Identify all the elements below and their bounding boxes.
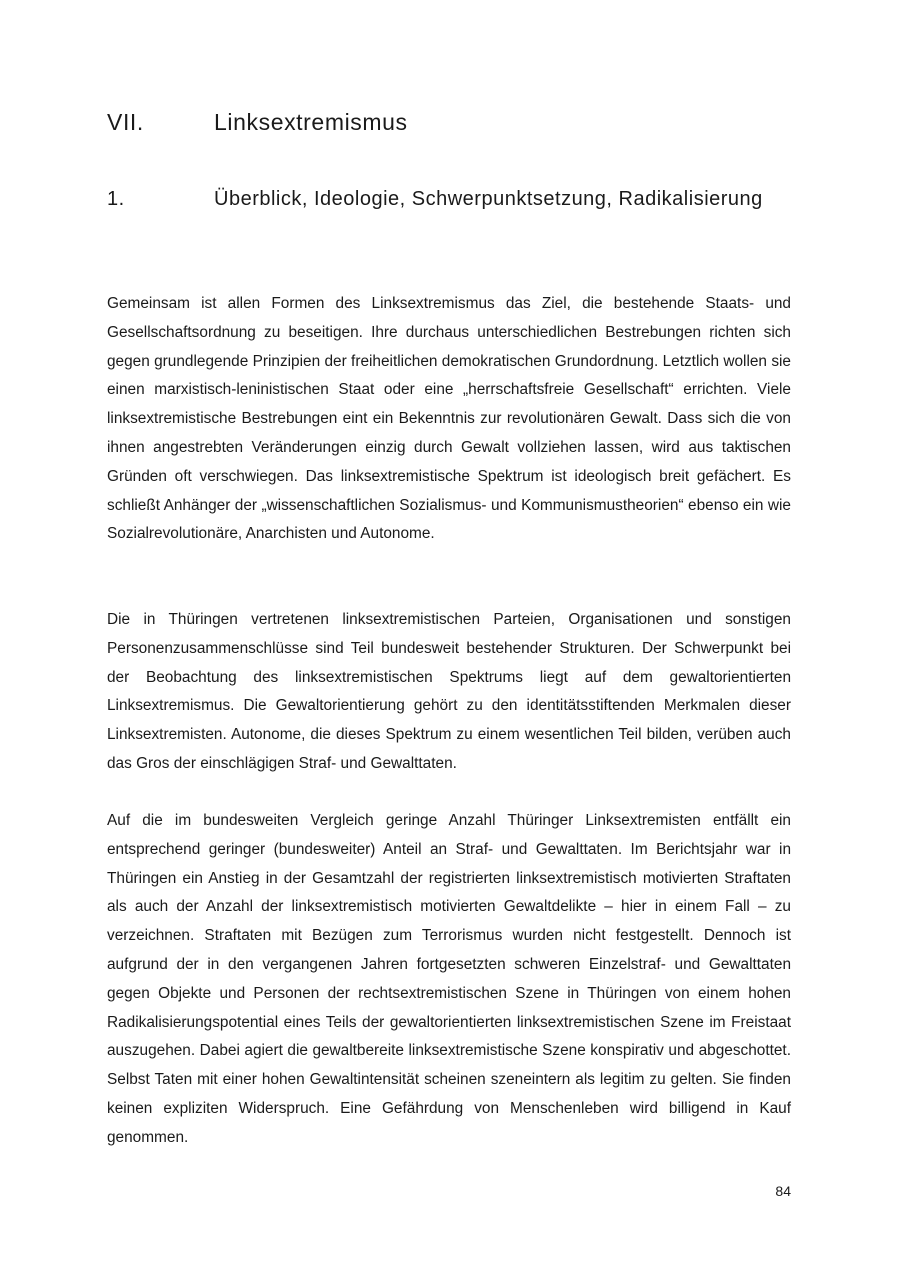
paragraph-radicalisation: Auf die im bundesweiten Vergleich geringe Anzahl Thüringer Linksextremisten entfällt ein entsprechend geringer (bundesweiter) Anteil an Straf- und Gewalttaten. Im Berichtsjahr war in Thüringen ein Anstieg in der Gesamtzahl der registrierten linksextremistisch motivierten Straftaten als auch der Anzahl der linksextremistisch motivierten Gewaltdelikte – hier in einem Fall – zu verzeichnen. Straftaten mit Bezügen zum Terrorismus wurden nicht festgestellt. Dennoch ist aufgrund der in den vergangenen Jahren fortgesetzten schweren Einzelstraf- und Gewalttaten gegen Objekte und Personen der rechtsextremistischen Szene in Thüringen von einem hohen Radikalisierungspotential eines Teils der gewaltorientierten linksextremistischen Szene im Freistaat auszugehen. Dabei agiert die gewaltbereite linksextremistische Szene konspirativ und abgeschottet. Selbst Taten mit einer hohen Gewaltintensität scheinen szeneintern als legitim zu gelten. Sie finden keinen expliziten Widerspruch. Eine Gefährdung von Menschenleben wird billigend in Kauf genommen. bbox=[107, 812, 791, 1146]
paragraph-intro: Gemeinsam ist allen Formen des Linksextremismus das Ziel, die bestehende Staats- und Gesellschaftsordnung zu beseitigen. Ihre durchaus unterschiedlichen Bestrebungen richten sich gegen grundlegende Prinzipien der freiheitlichen demokratischen Grundordnung. Letztlich wollen sie einen marxistisch-leninistischen Staat oder eine „herrschaftsfreie Gesellschaft“ errichten. Viele linksextremistische Bestrebungen eint ein Bekenntnis zur revolutionären Gewalt. Dass sich die von ihnen angestrebten Veränderungen einzig durch Gewalt vollziehen lassen, wird aus taktischen Gründen oft verschwiegen. Das linksextremistische Spektrum ist ideologisch breit gefächert. Es schließt Anhänger der „wissenschaftlichen Sozialismus- und Kommunismustheorien“ ebenso ein wie Sozialrevolutionäre, Anarchisten und Autonome. bbox=[107, 295, 791, 543]
section-number: 1. bbox=[107, 188, 125, 210]
paragraph-structures: Die in Thüringen vertretenen linksextremistischen Parteien, Organisationen und sonstigen Personenzusammenschlüsse sind Teil bundesweit bestehender Strukturen. Der Schwerpunkt bei der Beobachtung des linksextremistischen Spektrums liegt auf dem gewaltorientierten Linksextremismus. Die Gewaltorientierung gehört zu den identitätsstiftenden Merkmalen dieser Linksextremisten. Autonome, die dieses Spektrum zu einem wesentlichen Teil bilden, verüben auch das Gros der einschlägigen Straf- und Gewalttaten. bbox=[107, 611, 791, 772]
section-title: Überblick, Ideologie, Schwerpunktsetzung, Radikalisierung bbox=[214, 188, 763, 210]
chapter-number: VII. bbox=[107, 109, 144, 135]
page-number: 84 bbox=[775, 1183, 791, 1199]
chapter-title: Linksextremismus bbox=[214, 109, 408, 135]
